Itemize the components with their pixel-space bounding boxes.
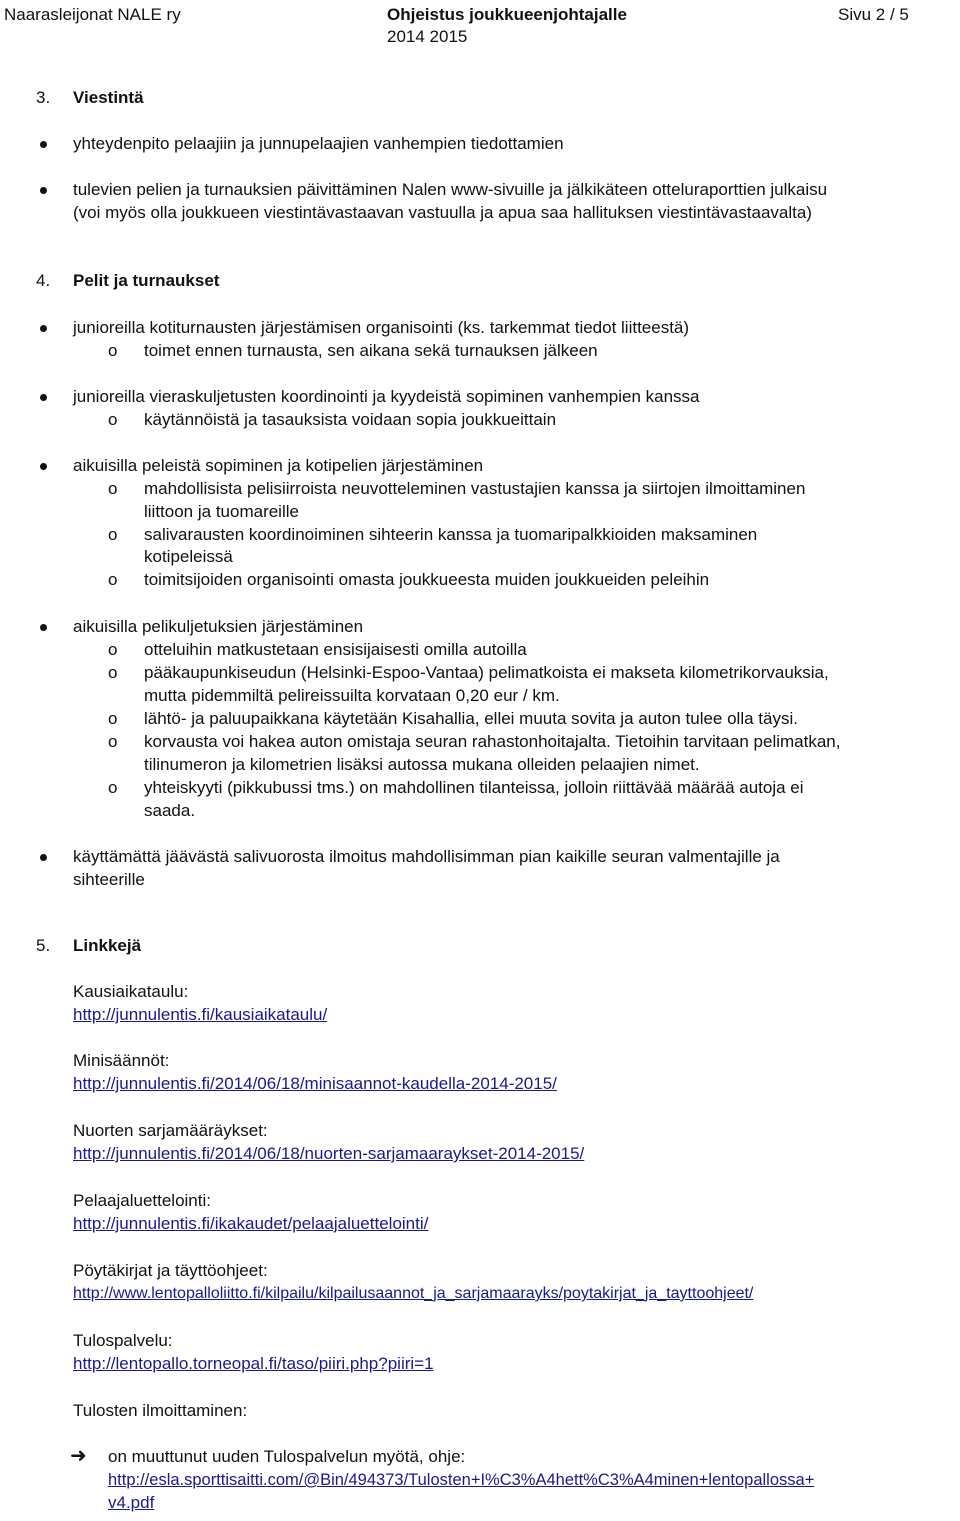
- right-arrow-icon: ➜: [70, 1445, 87, 1467]
- bullet-icon: [40, 624, 47, 631]
- section-5-number: 5.: [36, 936, 51, 955]
- sub-bullet-icon: o: [108, 570, 118, 589]
- link-label-sarjamaaraykset: Nuorten sarjamääräykset:: [73, 1121, 268, 1140]
- sub-bullet-icon: o: [108, 640, 118, 659]
- s4-item-4-sub-5-line-2: saada.: [144, 801, 196, 820]
- s4-item-1: junioreilla kotiturnausten järjestämisen organisointi (ks. tarkemmat tiedot liitteestä): [73, 318, 690, 337]
- s4-item-5-line-2: sihteerille: [73, 870, 145, 889]
- link-results-guide-line-1[interactable]: http://esla.sporttisaitti.com/@Bin/494373/Tulosten+I%C3%A4hett%C3%A4minen+lentopallossa+: [108, 1471, 815, 1489]
- bullet-icon: [40, 463, 47, 470]
- link-results-guide-line-2[interactable]: v4.pdf: [108, 1493, 155, 1512]
- link-sarjamaaraykset[interactable]: http://junnulentis.fi/2014/06/18/nuorten-sarjamaaraykset-2014-2015/: [73, 1144, 585, 1163]
- s4-item-4-sub-1: otteluihin matkustetaan ensisijaisesti omilla autoilla: [144, 640, 527, 659]
- s4-item-2: junioreilla vieraskuljetusten koordinointi ja kyydeistä sopiminen vanhempien kanssa: [73, 387, 700, 406]
- section-5-title: Linkkejä: [73, 936, 142, 955]
- s4-item-4-sub-4-line-2: tilinumeron ja kilometrien lisäksi autossa mukana olleiden pelaajien nimet.: [144, 755, 700, 774]
- section-3-number: 3.: [36, 88, 51, 107]
- s4-item-3-sub-3: toimitsijoiden organisointi omasta joukkueesta muiden joukkueiden peleihin: [144, 570, 710, 589]
- s4-item-4-sub-3: lähtö- ja paluupaikkana käytetään Kisahallia, ellei muuta sovita ja auton tulee olla täysi.: [144, 709, 798, 728]
- header-page: Sivu 2 / 5: [838, 5, 909, 24]
- s4-item-1-sub-1: toimet ennen turnausta, sen aikana sekä turnauksen jälkeen: [144, 341, 598, 360]
- link-poytakirjat[interactable]: http://www.lentopalloliitto.fi/kilpailu/kilpailusaannot_ja_sarjamaarayks/poytakirjat_ja_tayttoohjeet/: [73, 1285, 754, 1302]
- header-title: Ohjeistus joukkueenjohtajalle: [387, 5, 627, 24]
- sub-bullet-icon: o: [108, 525, 118, 544]
- link-kausiaikataulu[interactable]: http://junnulentis.fi/kausiaikataulu/: [73, 1005, 328, 1024]
- link-pelaajaluettelointi[interactable]: http://junnulentis.fi/ikakaudet/pelaajaluettelointi/: [73, 1214, 429, 1233]
- section-4-number: 4.: [36, 271, 51, 290]
- sub-bullet-icon: o: [108, 709, 118, 728]
- results-arrow-text: on muuttunut uuden Tulospalvelun myötä, ohje:: [108, 1447, 466, 1466]
- s4-item-3-sub-2-line-1: salivarausten koordinoiminen sihteerin kanssa ja tuomaripalkkioiden maksaminen: [144, 525, 758, 544]
- header-season: 2014 2015: [387, 27, 468, 46]
- sub-bullet-icon: o: [108, 663, 118, 682]
- link-minisaannot[interactable]: http://junnulentis.fi/2014/06/18/minisaannot-kaudella-2014-2015/: [73, 1074, 557, 1093]
- s4-item-5-line-1: käyttämättä jäävästä salivuorosta ilmoitus mahdollisimman pian kaikille seuran valmentajille ja: [73, 847, 780, 866]
- sub-bullet-icon: o: [108, 479, 118, 498]
- section-4-title: Pelit ja turnaukset: [73, 271, 220, 290]
- sub-bullet-icon: o: [108, 778, 118, 797]
- link-label-poytakirjat: Pöytäkirjat ja täyttöohjeet:: [73, 1261, 268, 1280]
- s3-item-2-line-2: (voi myös olla joukkueen viestintävastaavan vastuulla ja apua saa hallituksen viestintävastaavalta): [73, 203, 812, 222]
- link-tulospalvelu[interactable]: http://lentopallo.torneopal.fi/taso/piiri.php?piiri=1: [73, 1354, 434, 1373]
- header-org: Naarasleijonat NALE ry: [4, 5, 181, 24]
- s3-item-2-line-1: tulevien pelien ja turnauksien päivittäminen Nalen www-sivuille ja jälkikäteen otteluraporttien julkaisu: [73, 180, 828, 199]
- bullet-icon: [40, 325, 47, 332]
- bullet-icon: [40, 141, 47, 148]
- s4-item-4: aikuisilla pelikuljetuksien järjestäminen: [73, 617, 364, 636]
- bullet-icon: [40, 854, 47, 861]
- link-label-tulospalvelu: Tulospalvelu:: [73, 1331, 173, 1350]
- link-label-kausiaikataulu: Kausiaikataulu:: [73, 982, 189, 1001]
- s4-item-3-sub-1-line-1: mahdollisista pelisiirroista neuvotteleminen vastustajien kanssa ja siirtojen ilmoittaminen: [144, 479, 806, 498]
- results-label: Tulosten ilmoittaminen:: [73, 1401, 248, 1420]
- s4-item-3-sub-1-line-2: liittoon ja tuomareille: [144, 502, 299, 521]
- section-3-title: Viestintä: [73, 88, 144, 107]
- bullet-icon: [40, 187, 47, 194]
- s4-item-4-sub-5-line-1: yhteiskyyti (pikkubussi tms.) on mahdollinen tilanteissa, jolloin riittävää määrää autoja ei: [144, 778, 804, 797]
- s4-item-4-sub-4-line-1: korvausta voi hakea auton omistaja seuran rahastonhoitajalta. Tietoihin tarvitaan pelimatkan,: [144, 732, 841, 751]
- s4-item-4-sub-2-line-1: pääkaupunkiseudun (Helsinki-Espoo-Vantaa) pelimatkoista ei makseta kilometrikorvauksia,: [144, 663, 829, 682]
- sub-bullet-icon: o: [108, 732, 118, 751]
- link-label-pelaajaluettelointi: Pelaajaluettelointi:: [73, 1191, 211, 1210]
- s3-item-1: yhteydenpito pelaajiin ja junnupelaajien vanhempien tiedottamien: [73, 134, 564, 153]
- s4-item-3-sub-2-line-2: kotipeleissä: [144, 547, 233, 566]
- link-label-minisaannot: Minisäännöt:: [73, 1051, 170, 1070]
- s4-item-4-sub-2-line-2: mutta pidemmiltä pelireissuilta korvataan 0,20 eur / km.: [144, 686, 560, 705]
- sub-bullet-icon: o: [108, 410, 118, 429]
- sub-bullet-icon: o: [108, 341, 118, 360]
- s4-item-3: aikuisilla peleistä sopiminen ja kotipelien järjestäminen: [73, 456, 484, 475]
- bullet-icon: [40, 394, 47, 401]
- s4-item-2-sub-1: käytännöistä ja tasauksista voidaan sopia joukkueittain: [144, 410, 557, 429]
